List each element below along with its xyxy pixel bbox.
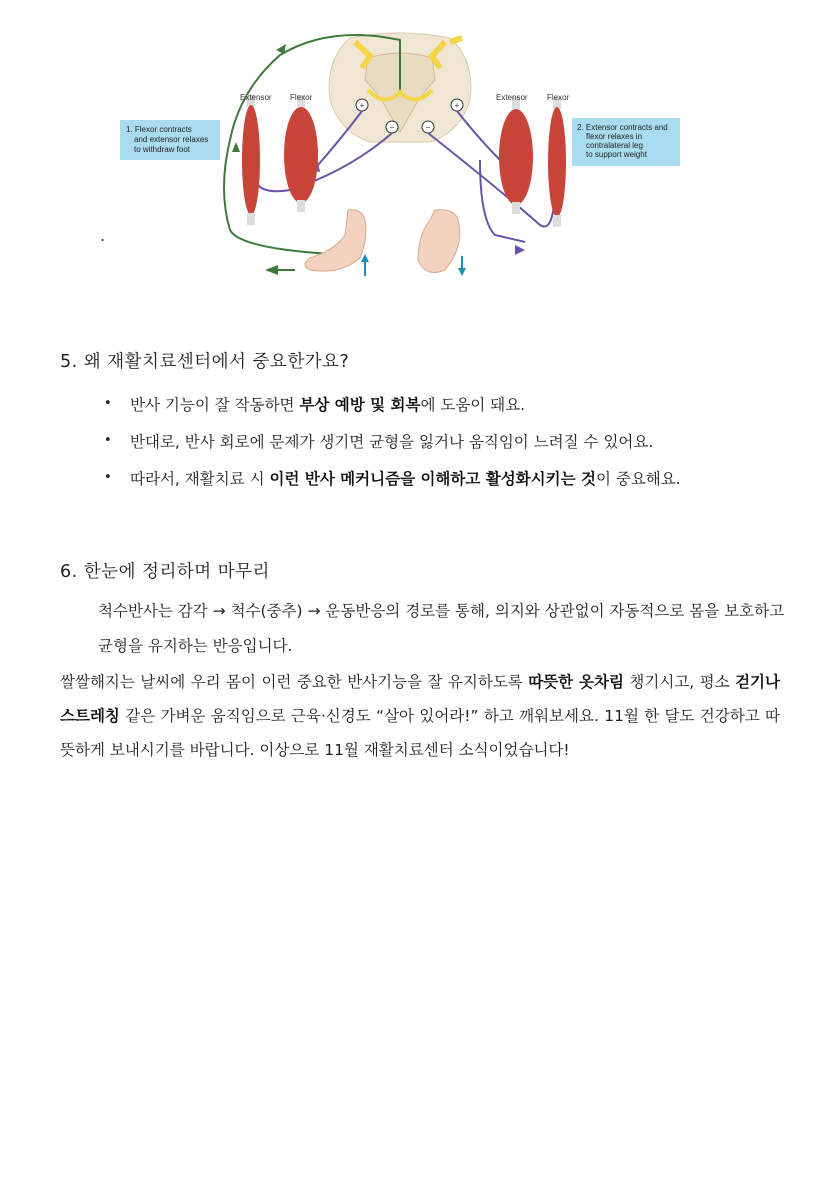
svg-text:1. Flexor contracts: 1. Flexor contracts	[126, 125, 192, 134]
right-extensor-label: Extensor	[496, 93, 528, 102]
sensory-arrow-bottom	[265, 265, 278, 275]
svg-text:+: +	[359, 101, 365, 110]
right-foot	[418, 210, 460, 273]
right-flexor-label: Flexor	[547, 93, 570, 102]
motor-arrow-bottom	[515, 245, 525, 255]
section6-heading: 6. 한눈에 정리하며 마무리	[60, 562, 270, 582]
right-extensor-muscle	[499, 97, 533, 214]
section5-heading: 5. 왜 재활치료센터에서 중요한가요?	[60, 352, 350, 372]
svg-text:and extensor relaxes: and extensor relaxes	[134, 135, 209, 144]
reflex-diagram	[100, 20, 700, 290]
svg-text:+: +	[454, 101, 460, 110]
right-flexor-muscle	[548, 97, 566, 227]
left-extensor-muscle	[242, 95, 260, 225]
stray-bullet: .	[100, 226, 106, 245]
svg-text:to support weight: to support weight	[586, 150, 647, 159]
left-info-box	[120, 120, 220, 160]
svg-text:to withdraw foot: to withdraw foot	[134, 145, 191, 154]
svg-text:−: −	[389, 123, 395, 132]
left-foot	[305, 210, 366, 271]
svg-text:flexor relaxes in: flexor relaxes in	[586, 132, 643, 141]
closing-paragraph: 쌀쌀해지는 날씨에 우리 몸이 이런 중요한 반사기능을 잘 유지하도록 따뜻한 옷차림 챙기시고, 평소 걷기나 스트레칭 같은 가벼운 움직임으로 근육·신경도 “살아 있어라!” 하고 깨워보세요. 11월 한 달도 건강하고 따뜻하게 보내시기를 바랍니다. 이상으로 11월 재활치료센터 소식이었습니다!	[60, 673, 780, 759]
left-flexor-muscle	[284, 95, 318, 212]
svg-text:contralateral leg: contralateral leg	[586, 141, 643, 150]
right-info-box	[572, 118, 680, 166]
sensory-arrow-left	[232, 142, 240, 152]
section5-bullet-3: • 따라서, 재활치료 시 이런 반사 메커니즘을 이해하고 활성화시키는 것이 중요해요.	[104, 470, 681, 489]
svg-text:−: −	[425, 123, 431, 132]
left-flexor-label: Flexor	[290, 93, 313, 102]
section5-bullet-1: • 반사 기능이 잘 작동하면 부상 예방 및 회복에 도움이 돼요.	[104, 396, 525, 415]
section6-summary: 척수반사는 감각 → 척수(중추) → 운동반응의 경로를 통해, 의지와 상관없이 자동적으로 몸을 보호하고 균형을 유지하는 반응입니다.	[98, 602, 785, 655]
left-extensor-label: Extensor	[240, 93, 272, 102]
section5-bullet-2: • 반대로, 반사 회로에 문제가 생기면 균형을 잃거나 움직임이 느려질 수 있어요.	[104, 433, 653, 452]
svg-text:2. Extensor contracts and: 2. Extensor contracts and	[577, 123, 668, 132]
